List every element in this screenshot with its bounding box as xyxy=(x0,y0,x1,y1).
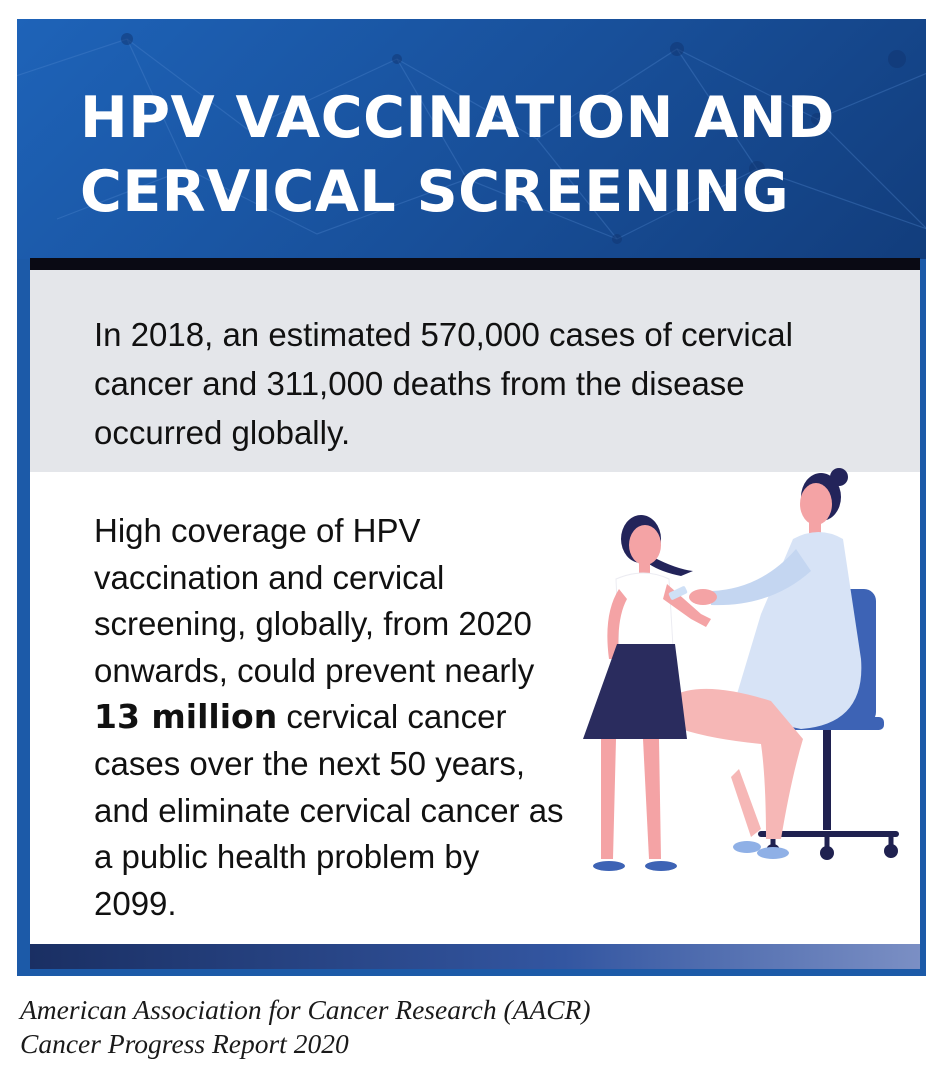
page-title: HPV VACCINATION AND CERVICAL SCREENING xyxy=(80,85,835,225)
header-divider xyxy=(30,258,920,270)
stat-text: In 2018, an estimated 570,000 cases of cervical cancer and 311,000 deaths from the disease occurred globally. xyxy=(94,316,793,451)
body-text-end: cervical cancer cases over the next 50 years, and eliminate cervical cancer as a public health problem by 2099. xyxy=(94,698,564,922)
footer-band xyxy=(30,944,920,969)
highlight-figure: 13 million xyxy=(94,697,278,737)
body-text-start: High coverage of HPV vaccination and cervical screening, globally, from 2020 onwards, could prevent nearly xyxy=(94,512,535,689)
body-text xyxy=(94,508,564,927)
source-caption: American Association for Cancer Research (AACR) Cancer Progress Report 2020 xyxy=(20,994,591,1059)
doctor-vaccinating-girl-illustration xyxy=(561,439,911,884)
doctor xyxy=(671,468,861,859)
header-banner xyxy=(17,19,926,259)
infographic-frame xyxy=(17,19,926,976)
